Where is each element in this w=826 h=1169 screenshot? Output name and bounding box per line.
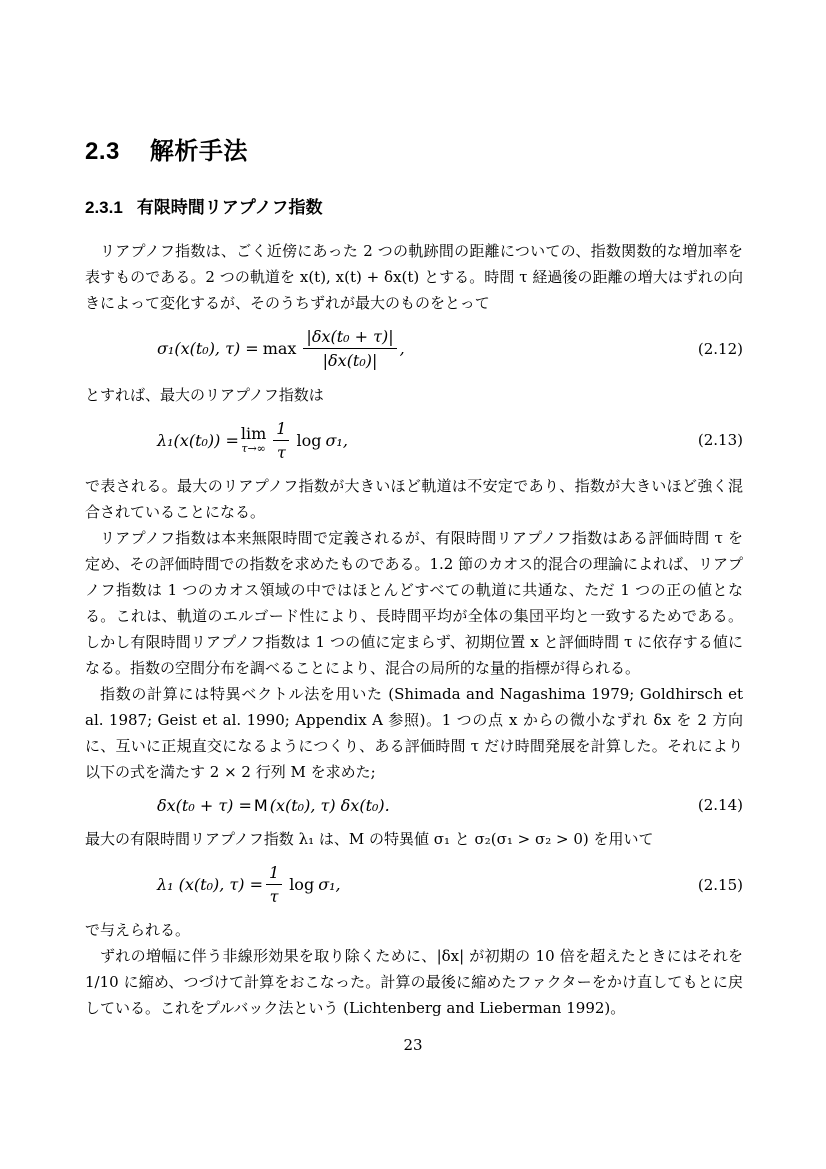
page-number: 23 [403,1036,423,1054]
equation-2-14-lhs: δx(t₀ + τ) = [157,795,252,815]
fraction-numerator: 1 [266,863,282,885]
subsection-number: 2.3.1 [85,197,123,217]
equation-2-12-tail: , [399,339,405,359]
fraction [266,863,282,906]
equation-2-15-body [157,863,341,906]
equation-2-12-number: (2.12) [697,339,743,358]
equation-2-13-lhs: λ₁(x(t₀)) = [157,430,239,450]
fraction [273,419,289,462]
paragraph-finite-time-definition: リアプノフ指数は本来無限時間で定義されるが、有限時間リアプノフ指数はある評価時間 τ を定め、その評価時間での指数を求めたものである。1.2 節のカオス的混合の理論によれば、リアプノフ指数は 1 つのカオス領域の中ではほとんどすべての軌道に共通な、ただ 1 つの正の値となる。これは、軌道のエルゴード性により、長時間平均が全体の集団平均と一致するためである。しかし有限時間リアプノフ指数は 1 つの値に定まらず、初期位置 x と評価時間 τ に依存する値になる。指数の空間分布を調べることにより、混合の局所的な量的指標が得られる。 [85,528,743,677]
paragraph-de-ataerareru: で与えられる。 [85,921,191,940]
paragraph-toSureba: とすれば、最大のリアプノフ指数は [85,385,324,404]
equation-2-13-arg: σ₁, [325,430,348,450]
equation-2-14-rhs: (x(t₀), τ) δx(t₀). [269,795,390,815]
fraction [303,327,396,370]
paragraph-de-arawasareru: で表される。最大のリアプノフ指数が大きいほど軌道は不安定であり、指数が大きいほど強く混合されていることになる。 [85,476,743,521]
fraction-numerator: |δx(t₀ + τ)| [303,327,396,349]
equation-2-14 [85,796,743,815]
paragraph-singular-vector-method: 指数の計算には特異ベクトル法を用いた (Shimada and Nagashima 1979; Goldhirsch et al. 1987; Geist et al. 1990; Appendix A 参照)。1 つの点 x からの微小なずれ δx を 2 方向に、互いに正規直交になるようにつくり、ある評価時間 τ だけ時間発展を計算した。それにより以下の式を満たす 2 × 2 行列 M を求めた; [85,684,743,781]
limit-operator [240,423,267,455]
lim-label: lim [240,423,267,443]
equation-2-15-number: (2.15) [697,875,743,894]
equation-2-15 [85,863,743,906]
equation-2-15-lhs: λ₁ (x(t₀), τ) = [157,875,263,895]
fraction-denominator: τ [276,442,286,462]
matrix-M-symbol: M [253,795,268,815]
paragraph-singular-values: 最大の有限時間リアプノフ指数 λ₁ は、M の特異値 σ₁ と σ₂(σ₁ > σ₂ > 0) を用いて [85,829,654,848]
subsection-heading [85,198,743,218]
equation-2-15-arg: σ₁, [318,875,341,895]
fraction-denominator: τ [269,887,279,907]
page-content [85,138,743,1021]
equation-2-13 [85,419,743,462]
log-operator: log [289,875,315,895]
paragraph-lyapunov-intro: リアプノフ指数は、ごく近傍にあった 2 つの軌跡間の距離についての、指数関数的な増加率を表すものである。2 つの軌道を x(t), x(t) + δx(t) とする。時間 τ 経過後の距離の増大はずれの向きによって変化するが、そのうちずれが最大のものをとって [85,242,743,313]
equation-2-12-body [157,327,405,370]
fraction-numerator: 1 [273,419,289,441]
max-operator: max [262,339,297,359]
paragraph-pullback-method: ずれの増幅に伴う非線形効果を取り除くために、|δx| が初期の 10 倍を超えたときにはそれを 1/10 に縮め、つづけて計算をおこなった。計算の最後に縮めたファクターをかけ直してもとに戻している。これをプルバック法という (Lichtenberg and Lieberman 1992)。 [85,947,743,1018]
equation-2-12-lhs: σ₁(x(t₀), τ) = [157,339,259,359]
log-operator: log [296,430,322,450]
fraction-denominator: |δx(t₀)| [322,351,378,371]
equation-2-14-number: (2.14) [697,796,743,815]
section-heading [85,138,743,166]
equation-2-14-body [157,796,390,815]
equation-2-13-body [157,419,348,462]
equation-2-13-number: (2.13) [697,431,743,450]
section-number: 2.3 [85,138,120,165]
equation-2-12 [85,327,743,370]
section-title: 解析手法 [149,138,248,165]
lim-subscript: τ→∞ [241,441,266,455]
subsection-title: 有限時間リアプノフ指数 [136,197,323,217]
